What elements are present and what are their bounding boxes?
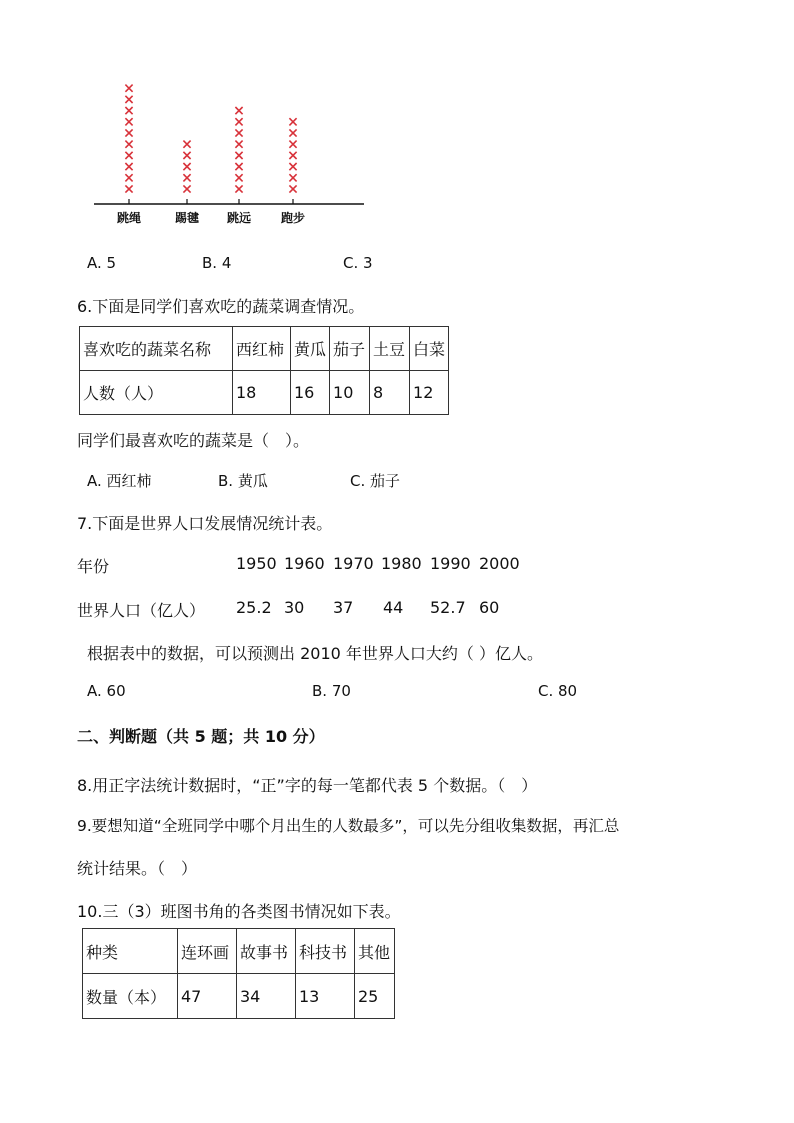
table-cell: 18 xyxy=(233,371,291,415)
tick-label: 踢毽 xyxy=(174,211,200,225)
cross-mark xyxy=(125,174,132,181)
book-table xyxy=(82,928,395,1019)
q6-option-b[interactable]: B. 黄瓜 xyxy=(218,472,268,490)
tick-label: 跳远 xyxy=(226,211,252,225)
table-header-cell: 种类 xyxy=(83,929,178,974)
tick-label: 跳绳 xyxy=(116,211,142,225)
q5-option-a[interactable]: A. 5 xyxy=(87,254,117,272)
cross-mark xyxy=(289,118,296,125)
table-header-cell: 黄瓜 xyxy=(291,327,330,371)
tally-chart xyxy=(80,78,380,238)
table-header-cell: 白菜 xyxy=(410,327,449,371)
cross-mark xyxy=(235,163,242,170)
year-cell: 1950 xyxy=(236,554,277,573)
q6-option-a[interactable]: A. 西红柿 xyxy=(87,472,152,490)
cross-mark xyxy=(125,141,132,148)
q9-text-line2: 统计结果。（ ） xyxy=(77,859,198,878)
cross-mark xyxy=(125,107,132,114)
cross-mark xyxy=(289,141,296,148)
cross-mark xyxy=(235,129,242,136)
cross-mark xyxy=(235,185,242,192)
population-cell: 30 xyxy=(284,598,305,617)
cross-mark xyxy=(125,96,132,103)
table-row xyxy=(83,974,395,1019)
table-header-cell: 土豆 xyxy=(370,327,410,371)
table-header-cell: 茄子 xyxy=(330,327,370,371)
table-row xyxy=(80,371,449,415)
tick-label: 跑步 xyxy=(280,211,306,225)
table-cell: 数量（本） xyxy=(83,974,178,1019)
table-row xyxy=(80,327,449,371)
year-cell: 1970 xyxy=(333,554,374,573)
cross-mark xyxy=(125,163,132,170)
cross-mark xyxy=(125,152,132,159)
table-cell: 12 xyxy=(410,371,449,415)
population-cell: 25.2 xyxy=(236,598,272,617)
population-cell: 44 xyxy=(383,598,404,617)
cross-mark xyxy=(125,129,132,136)
cross-mark xyxy=(183,185,190,192)
table-header-cell: 故事书 xyxy=(237,929,296,974)
cross-mark xyxy=(289,163,296,170)
q7-option-b[interactable]: B. 70 xyxy=(312,682,351,700)
table-header-cell: 连环画 xyxy=(178,929,237,974)
year-cell: 1980 xyxy=(381,554,422,573)
vegetable-table xyxy=(79,326,449,415)
year-cell: 2000 xyxy=(479,554,520,573)
table-cell: 8 xyxy=(370,371,410,415)
q7-option-a[interactable]: A. 60 xyxy=(87,682,126,700)
cross-mark xyxy=(125,85,132,92)
cross-mark xyxy=(289,129,296,136)
table-header-cell: 其他 xyxy=(355,929,395,974)
population-cell: 60 xyxy=(479,598,500,617)
cross-mark xyxy=(235,174,242,181)
cross-mark xyxy=(235,107,242,114)
cross-mark xyxy=(183,152,190,159)
cross-mark xyxy=(235,141,242,148)
table-header-cell: 科技书 xyxy=(296,929,355,974)
q7-question: 根据表中的数据，可以预测出 2010 年世界人口大约（ ）亿人。 xyxy=(87,644,543,663)
q6-option-c[interactable]: C. 茄子 xyxy=(350,472,401,490)
table-cell: 人数（人） xyxy=(80,371,233,415)
cross-mark xyxy=(183,174,190,181)
cross-mark xyxy=(183,141,190,148)
q6-question: 同学们最喜欢吃的蔬菜是（ ）。 xyxy=(77,431,310,450)
population-label: 世界人口（亿人） xyxy=(77,601,206,620)
table-cell: 47 xyxy=(178,974,237,1019)
cross-mark xyxy=(235,118,242,125)
q6-text: 6.下面是同学们喜欢吃的蔬菜调查情况。 xyxy=(77,297,365,316)
cross-mark xyxy=(125,118,132,125)
q7-text: 7.下面是世界人口发展情况统计表。 xyxy=(77,514,333,533)
table-cell: 25 xyxy=(355,974,395,1019)
q9-text-line1: 9.要想知道“全班同学中哪个月出生的人数最多”，可以先分组收集数据，再汇总 xyxy=(77,817,620,835)
year-cell: 1990 xyxy=(430,554,471,573)
table-header-cell: 西红柿 xyxy=(233,327,291,371)
population-cell: 37 xyxy=(333,598,354,617)
population-cell: 52.7 xyxy=(430,598,466,617)
cross-mark xyxy=(125,185,132,192)
table-cell: 34 xyxy=(237,974,296,1019)
table-row xyxy=(83,929,395,974)
q7-option-c[interactable]: C. 80 xyxy=(538,682,578,700)
table-header-cell: 喜欢吃的蔬菜名称 xyxy=(80,327,233,371)
cross-mark xyxy=(183,163,190,170)
q5-option-c[interactable]: C. 3 xyxy=(343,254,373,272)
section-heading: 二、判断题（共 5 题；共 10 分） xyxy=(77,727,325,746)
cross-mark xyxy=(289,174,296,181)
year-cell: 1960 xyxy=(284,554,325,573)
cross-mark xyxy=(289,185,296,192)
table-cell: 16 xyxy=(291,371,330,415)
cross-mark xyxy=(289,152,296,159)
q8-text: 8.用正字法统计数据时，“正”字的每一笔都代表 5 个数据。（ ） xyxy=(77,776,538,795)
cross-mark xyxy=(235,152,242,159)
q5-option-b[interactable]: B. 4 xyxy=(202,254,232,272)
chart-marks xyxy=(125,85,296,193)
q10-text: 10.三（3）班图书角的各类图书情况如下表。 xyxy=(77,902,401,921)
table-cell: 10 xyxy=(330,371,370,415)
table-cell: 13 xyxy=(296,974,355,1019)
year-label: 年份 xyxy=(77,557,110,576)
